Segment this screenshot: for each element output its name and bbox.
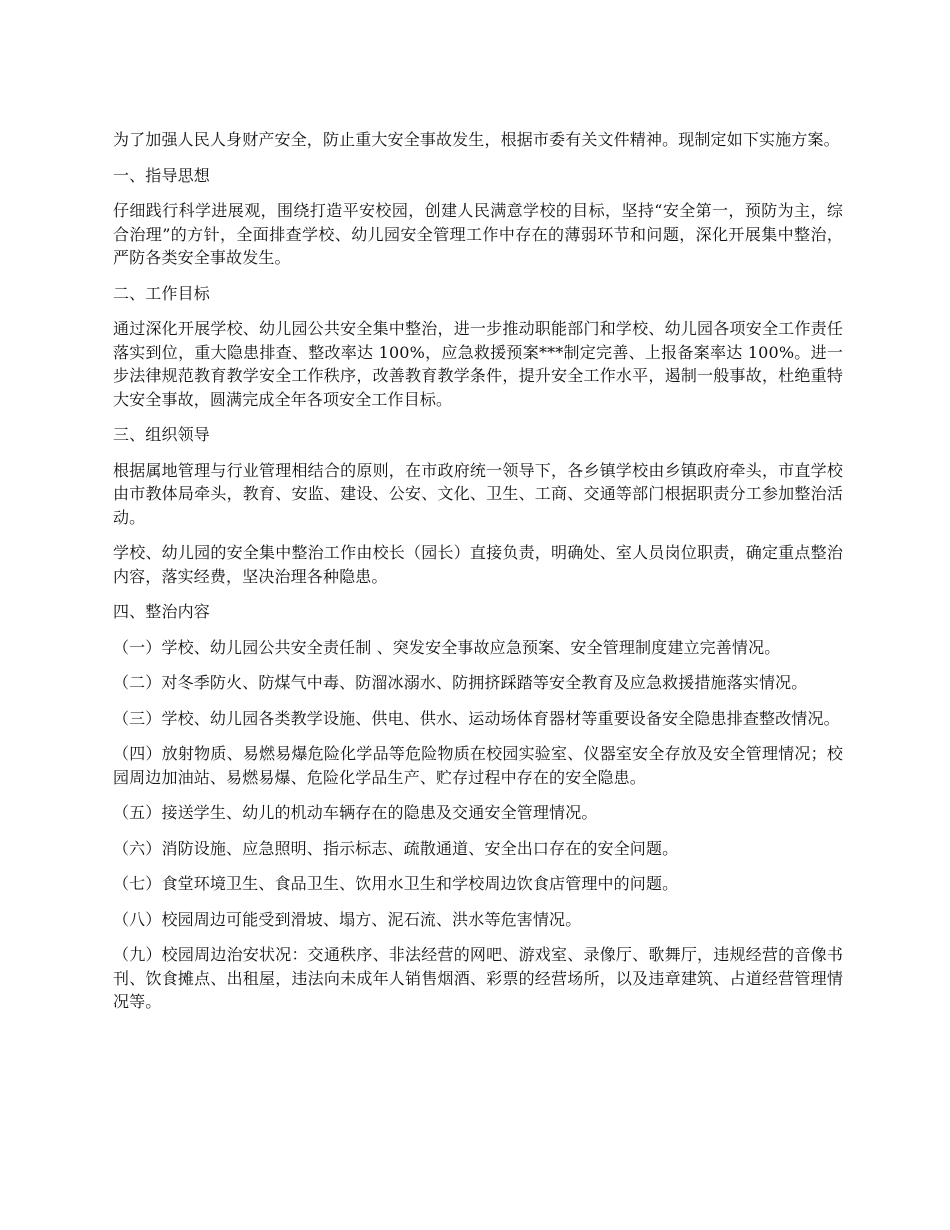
document-body [113,128,843,1026]
section-heading-rectification-content: 四、整治内容 [113,602,210,621]
section-heading-guiding-ideology: 一、指导思想 [113,165,210,185]
list-item: （四）放射物质、易燃易爆危险化学品等危险物质在校园实验室、仪器室安全存放及安全管理情况；校园周边加油站、易燃易爆、危险化学品生产、贮存过程中存在的安全隐患。 [113,744,843,787]
section-paragraph: 根据属地管理与行业管理相结合的原则，在市政府统一领导下，各乡镇学校由乡镇政府牵头，市直学校由市教体局牵头，教育、安监、建设、公安、文化、卫生、工商、交通等部门根据职责分工参加整治活动。 [113,460,843,527]
list-item: （三）学校、幼儿园各类教学设施、供电、供水、运动场体育器材等重要设备安全隐患排查整改情况。 [113,708,840,728]
section-paragraph: 通过深化开展学校、幼儿园公共安全集中整治，进一步推动职能部门和学校、幼儿园各项安全工作责任落实到位，重大隐患排查、整改率达 100%，应急救援预案***制定完善、上报备案率达 100%。进一步法律规范教育教学安全工作秩序，改善教育教学条件，提升安全工作水平，遏制一般事故，杜绝重特大安全事故，圆满完成全年各项安全工作目标。 [113,319,843,409]
list-item: （二）对冬季防火、防煤气中毒、防溜冰溺水、防拥挤踩踏等安全教育及应急救援措施落实情况。 [113,673,808,692]
intro-paragraph: 为了加强人民人身财产安全，防止重大安全事故发生，根据市委有关文件精神。现制定如下实施方案。 [113,130,840,149]
list-item: （一）学校、幼儿园公共安全责任制 、突发安全事故应急预案、安全管理制度建立完善情况。 [113,637,781,657]
list-item: （九）校园周边治安状况：交通秩序、非法经营的网吧、游戏室、录像厅、歌舞厅，违规经营的音像书刊、饮食摊点、出租屋，违法向未成年人销售烟酒、彩票的经营场所，以及违章建筑、占道经营管理情况等。 [113,945,843,1011]
section-paragraph: 仔细践行科学进展观，围绕打造平安校园，创建人民满意学校的目标，坚持“安全第一，预防为主，综合治理”的方针，全面排查学校、幼儿园安全管理工作中存在的薄弱环节和问题，深化开展集中整治，严防各类安全事故发生。 [113,201,843,267]
list-item: （八）校园周边可能受到滑坡、塌方、泥石流、洪水等危害情况。 [113,909,582,929]
list-item: （五）接送学生、幼儿的机动车辆存在的隐患及交通安全管理情况。 [113,803,598,822]
section-heading-organization: 三、组织领导 [113,425,210,444]
list-item: （六）消防设施、应急照明、指示标志、疏散通道、安全出口存在的安全问题。 [113,838,679,858]
list-item: （七）食堂环境卫生、食品卫生、饮用水卫生和学校周边饮食店管理中的问题。 [113,874,679,893]
section-paragraph: 学校、幼儿园的安全集中整治工作由校长（园长）直接负责，明确处、室人员岗位职责，确定重点整治内容，落实经费，坚决治理各种隐患。 [113,543,843,586]
section-heading-work-goals: 二、工作目标 [113,283,210,303]
